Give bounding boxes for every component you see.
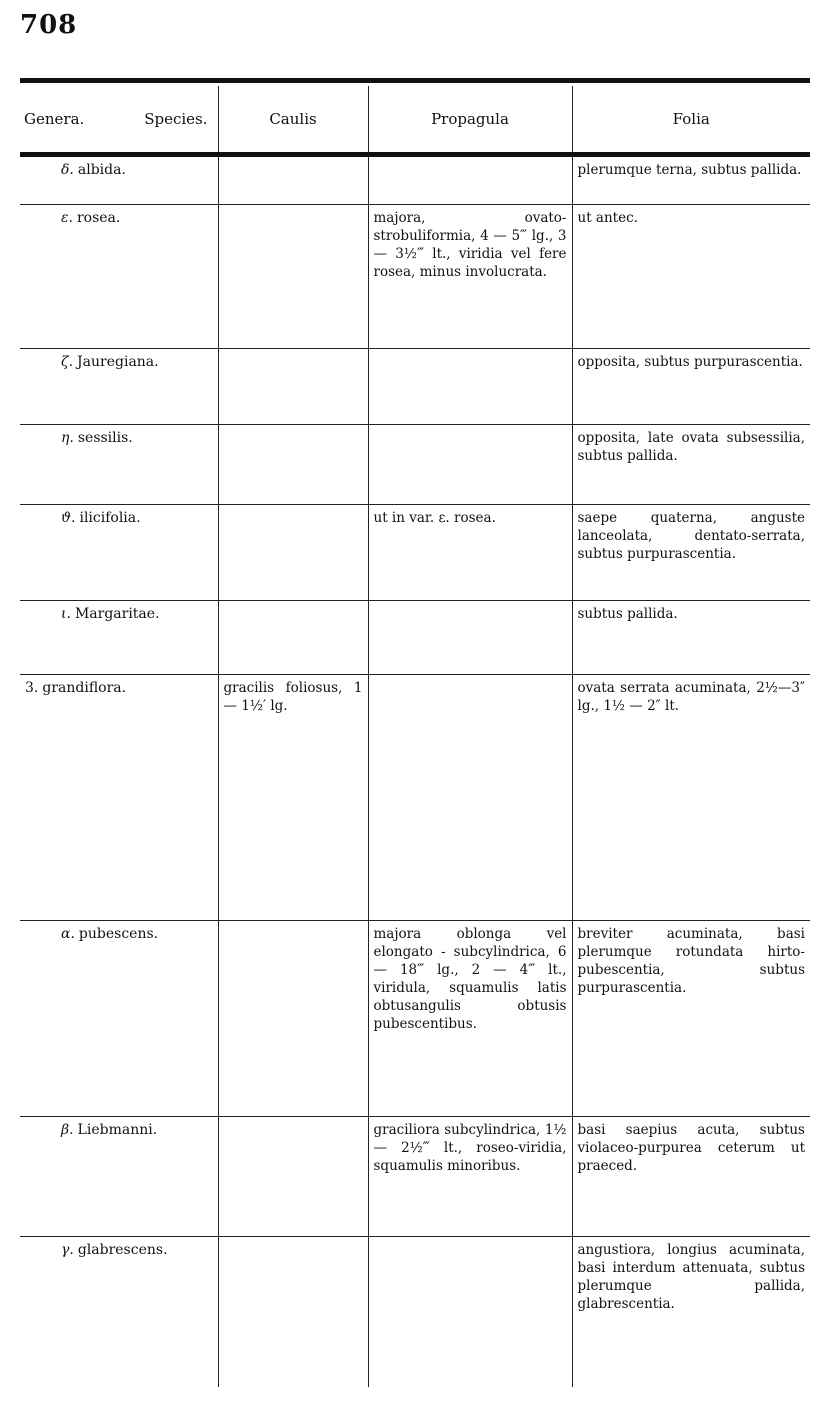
- folia-cell: angustiora, longius acuminata, basi interdum attenuata, subtus plerumque pallida, glabrescentia.: [572, 1237, 810, 1387]
- folia-cell: saepe quaterna, anguste lanceolata, dentato-serrata, subtus purpurascentia.: [572, 505, 810, 601]
- table-row: [20, 675, 810, 921]
- variety-letter: ζ.: [61, 354, 74, 370]
- caulis-cell: [218, 425, 368, 505]
- caulis-cell: [218, 155, 368, 205]
- genus-cell: [20, 675, 218, 921]
- caulis-cell: [218, 921, 368, 1117]
- species-cell: [20, 1237, 218, 1387]
- caulis-cell: [218, 205, 368, 349]
- species-cell: [20, 505, 218, 601]
- header-genera-species: [20, 86, 218, 155]
- header-genera: Genera.: [24, 110, 85, 128]
- propagula-cell: [368, 425, 572, 505]
- table-row: [20, 921, 810, 1117]
- species-name: pubescens.: [78, 926, 159, 942]
- species-name: albida.: [77, 162, 126, 178]
- propagula-cell: [368, 1237, 572, 1387]
- propagula-cell: majora, ovato-strobuliformia, 4 — 5‴ lg., 3 — 3½‴ lt., viridia vel fere rosea, minus involucrata.: [368, 205, 572, 349]
- table-row: [20, 505, 810, 601]
- folia-cell: ut antec.: [572, 205, 810, 349]
- species-cell: [20, 1117, 218, 1237]
- folia-cell: plerumque terna, subtus pallida.: [572, 155, 810, 205]
- propagula-cell: [368, 601, 572, 675]
- species-cell: [20, 425, 218, 505]
- folia-cell: opposita, subtus purpurascentia.: [572, 349, 810, 425]
- species-cell: [20, 921, 218, 1117]
- variety-letter: δ.: [61, 162, 74, 178]
- page-number: 708: [20, 10, 78, 40]
- table-header: [20, 86, 810, 155]
- table-body: [20, 155, 810, 1387]
- variety-letter: η.: [61, 430, 74, 446]
- propagula-cell: [368, 349, 572, 425]
- caulis-cell: [218, 601, 368, 675]
- species-name: ilicifolia.: [79, 510, 141, 526]
- table-row: [20, 349, 810, 425]
- species-cell: [20, 155, 218, 205]
- table-row: [20, 1237, 810, 1387]
- folia-cell: breviter acuminata, basi plerumque rotundata hirto-pubescentia, subtus purpurascentia.: [572, 921, 810, 1117]
- variety-letter: β.: [61, 1122, 74, 1138]
- header-folia: Folia: [572, 86, 810, 155]
- variety-letter: γ.: [61, 1242, 74, 1258]
- propagula-cell: ut in var. ε. rosea.: [368, 505, 572, 601]
- folia-cell: ovata serrata acuminata, 2½—3″ lg., 1½ — 2″ lt.: [572, 675, 810, 921]
- caulis-cell: [218, 505, 368, 601]
- species-name: Margaritae.: [74, 606, 160, 622]
- header-propagula: Propagula: [368, 86, 572, 155]
- variety-letter: α.: [61, 926, 75, 942]
- species-name: Liebmanni.: [77, 1122, 158, 1138]
- species-name: glabrescens.: [77, 1242, 168, 1258]
- species-cell: [20, 349, 218, 425]
- caulis-cell: [218, 1117, 368, 1237]
- propagula-cell: majora oblonga vel elongato - subcylindrica, 6 — 18‴ lg., 2 — 4‴ lt., viridula, squamulis latis obtusangulis obtusis pubescentibus.: [368, 921, 572, 1117]
- table-row: [20, 205, 810, 349]
- folia-cell: opposita, late ovata subsessilia, subtus pallida.: [572, 425, 810, 505]
- propagula-cell: graciliora subcylindrica, 1½ — 2½‴ lt., roseo-viridia, squamulis minoribus.: [368, 1117, 572, 1237]
- variety-letter: ϑ.: [61, 510, 76, 526]
- species-name: sessilis.: [77, 430, 133, 446]
- genus-number: 3.: [25, 680, 39, 696]
- table-row: [20, 1117, 810, 1237]
- top-rule: [20, 78, 810, 83]
- variety-letter: ε.: [61, 210, 73, 226]
- table-row: [20, 601, 810, 675]
- header-caulis: Caulis: [218, 86, 368, 155]
- species-name: Jauregiana.: [77, 354, 159, 370]
- species-cell: [20, 205, 218, 349]
- caulis-cell: [218, 1237, 368, 1387]
- table-row: [20, 155, 810, 205]
- propagula-cell: [368, 155, 572, 205]
- caulis-cell: [218, 349, 368, 425]
- variety-letter: ι.: [61, 606, 71, 622]
- header-species: Species.: [144, 110, 208, 128]
- folia-cell: basi saepius acuta, subtus violaceo-purpurea ceterum ut praeced.: [572, 1117, 810, 1237]
- folia-cell: subtus pallida.: [572, 601, 810, 675]
- caulis-cell: gracilis foliosus, 1 — 1½′ lg.: [218, 675, 368, 921]
- table-row: [20, 425, 810, 505]
- species-name: rosea.: [76, 210, 121, 226]
- propagula-cell: [368, 675, 572, 921]
- species-table: [20, 86, 810, 1387]
- genus-name: grandiflora.: [42, 680, 127, 696]
- species-table-wrap: [20, 86, 810, 1387]
- species-cell: [20, 601, 218, 675]
